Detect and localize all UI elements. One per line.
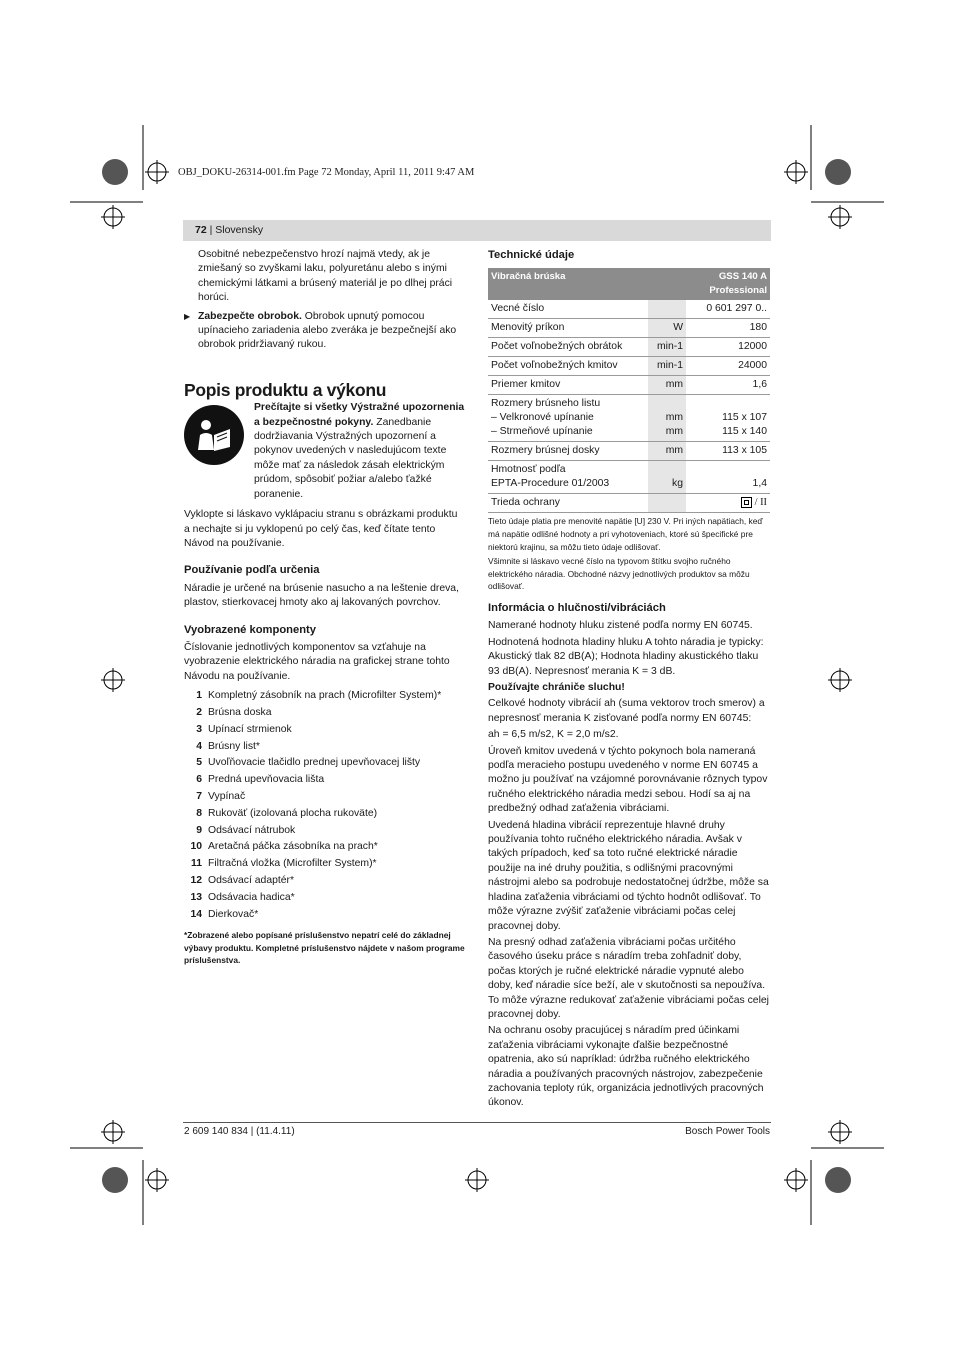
spec-label: Počet voľnobežných obrátok [488, 338, 648, 357]
component-number: 10 [190, 841, 202, 853]
spec-unit: min-1 [648, 338, 686, 357]
spec-row-class [488, 494, 770, 513]
vib-p3: Uvedená hladina vibrácií reprezentuje hlavné druhy používania tohto ručného elektrického náradia. Avšak v takých prípadoch, keď sa toto ručné elektrické náradie použije na iné druhy použitia, s odlišnými pracovnými nástrojmi alebo sa podrobuje nedostatočnej údržbe, môže sa hladina zaťaženia vibráciami od týchto hodnôt odlišovať. To môže výrazne zvýšiť zaťaženie vibráciami počas celej pracovnej doby. [488, 819, 769, 932]
page-number: 72 [195, 224, 207, 236]
component-label: Aretačná páčka zásobníka na prach* [208, 841, 378, 853]
component-number: 9 [196, 824, 202, 836]
vib-p4: Na presný odhad zaťaženia vibráciami počas určitého časového úseku práce s náradím treba zohľadniť doby, počas ktorých je ručné elektrické náradie vypnuté alebo doby, keď náradie síce beží, ale v skutočnosti sa nepoužíva. To môže výrazne redukovať zaťaženie vibráciami počas celej pracovnej doby. [488, 936, 769, 1020]
spec-note-2: Všimnite si láskavo vecné číslo na typovom štítku svojho ručného elektrického náradia. Obchodné názvy jednotlivých produktov sa môžu odlišovať. [488, 556, 750, 592]
spec-dims-value [686, 395, 770, 442]
footer-rule [183, 1122, 771, 1123]
weight-value: 1,4 [752, 478, 767, 490]
file-slug: OBJ_DOKU-26314-001.fm Page 72 Monday, April 11, 2011 9:47 AM [178, 167, 475, 178]
warning-text: Zanedbanie dodržiavania Výstražných upozornení a pokynov uvedených v nasledujúcom texte môže mať za následok zásah elektrickým prúdom, spôsobiť požiar a/alebo ťažké poranenie. [254, 416, 447, 500]
dims-unit-2: mm [665, 426, 683, 438]
component-item [184, 688, 466, 705]
dims-label-3: – Strmeňové upínanie [491, 426, 593, 438]
weight-value-cell [686, 461, 770, 494]
use-heading: Používanie podľa určenia [184, 564, 320, 577]
spec-label: Menovitý príkon [488, 319, 648, 338]
spec-row [488, 319, 770, 338]
component-item [184, 755, 466, 772]
page-header [183, 220, 771, 241]
component-number: 7 [196, 790, 202, 802]
class-label: Trieda ochrany [488, 494, 648, 513]
spec-value: 0 601 297 0.. [686, 300, 770, 319]
spec-row [488, 376, 770, 395]
spec-row [488, 300, 770, 319]
component-number: 5 [196, 757, 202, 769]
spec-product-type: Vibračná brúska [488, 268, 686, 300]
weight-unit: kg [672, 478, 683, 490]
weight-label-1: Hmotnosť podľa [491, 464, 566, 476]
spec-unit: W [648, 319, 686, 338]
component-item [184, 907, 466, 924]
warning-bold: Prečítajte si všetky Výstražné upozornenia a bezpečnostné pokyny. [254, 402, 465, 428]
vib-p1: Celkové hodnoty vibrácií ah (suma vektorov troch smerov) a nepresnosť merania K zisťované podľa normy EN 60745: [488, 698, 765, 724]
spec-model-name: GSS 140 A [718, 271, 767, 283]
component-number: 4 [196, 740, 202, 752]
spec-label: Počet voľnobežných kmitov [488, 357, 648, 376]
component-label: Odsávací nátrubok [208, 824, 296, 836]
dims-label-1: Rozmery brúsneho listu [491, 398, 601, 410]
spec-note-1: Tieto údaje platia pre menovité napätie [U] 230 V. Pri iných napätiach, keď má napätie odlišné hodnoty a pri vyhotoveniach, ktoré sú špecifické pre niektorú krajinu, sa môžu tieto údaje odlišovať. [488, 516, 763, 552]
spec-unit: min-1 [648, 357, 686, 376]
spec-unit: mm [648, 376, 686, 395]
component-label: Brúsny list* [208, 740, 260, 752]
vib-p1b: ah = 6,5 m/s2, K = 2,0 m/s2. [488, 729, 619, 741]
component-label: Uvoľňovacie tlačidlo prednej upevňovacej lišty [208, 757, 421, 769]
spec-dims-label [488, 395, 648, 442]
spec-row-plate [488, 442, 770, 461]
spec-row [488, 357, 770, 376]
footer-left: 2 609 140 834 | (11.4.11) [184, 1126, 295, 1137]
right-column [488, 248, 770, 1113]
spec-row-weight [488, 461, 770, 494]
class-value-cell [686, 494, 770, 513]
spec-label: Vecné číslo [488, 300, 648, 319]
component-item [184, 739, 466, 756]
component-label: Filtračná vložka (Microfilter System)* [208, 858, 377, 870]
component-label: Upínací strmienok [208, 723, 292, 735]
weight-unit-cell [648, 461, 686, 494]
footer-right: Bosch Power Tools [685, 1126, 770, 1137]
vib-p2: Úroveň kmitov uvedená v týchto pokynoch bola nameraná podľa meracieho postupu uvedeného v norme EN 60745 a možno ju používať na vzájomné porovnávanie rôznych typov ručného elektrického náradia medzi sebou. Hodí sa aj na predbežný odhad zaťaženia vibráciami. [488, 745, 768, 815]
component-item [184, 873, 466, 890]
dims-value-1: 115 x 107 [722, 412, 767, 424]
noise-warning: Používajte chrániče sluchu! [488, 682, 625, 693]
component-item [184, 705, 466, 722]
class-value: / II [754, 497, 767, 509]
bullet-text: Obrobok upnutý pomocou upínacieho zariadenia alebo zveráka je bezpečnejší ako obrobok pridržiavaný rukou. [198, 310, 457, 351]
spec-unit [648, 300, 686, 319]
component-item [184, 823, 466, 840]
component-label: Predná upevňovacia lišta [208, 774, 325, 786]
component-number: 13 [190, 891, 202, 903]
warning-block [184, 401, 466, 502]
left-column [184, 248, 466, 967]
component-number: 11 [191, 858, 202, 870]
spec-header-row [488, 268, 770, 300]
component-item [184, 722, 466, 739]
footnote: *Zobrazené alebo popísané príslušenstvo nepatrí celé do základnej výbavy produktu. Kompletné príslušenstvo nájdete v našom programe príslušenstva. [184, 930, 465, 966]
component-item [184, 839, 466, 856]
spec-model [686, 268, 770, 300]
component-label: Odsávací adaptér* [208, 874, 295, 886]
dims-unit-1: mm [665, 412, 683, 424]
read-manual-icon [184, 405, 244, 465]
plate-unit: mm [648, 442, 686, 461]
weight-label [488, 461, 648, 494]
spec-value: 1,6 [686, 376, 770, 395]
component-number: 1 [196, 690, 202, 702]
spec-model-line: Professional [709, 285, 767, 297]
intro-text: Osobitné nebezpečenstvo hrozí najmä vtedy, ak je zmiešaný so zvyškami laku, polyuretánu alebo s inými chemickými látkami a brúsený materiál je po dlhej práci horúci. [198, 249, 453, 304]
bullet-bold: Zabezpečte obrobok. [198, 310, 302, 322]
dims-label-2: – Velkronové upínanie [491, 412, 594, 424]
noise-heading: Informácia o hlučnosti/vibráciách [488, 601, 666, 614]
tech-heading: Technické údaje [488, 249, 575, 261]
component-number: 6 [196, 774, 202, 786]
section-name: | Slovensky [209, 224, 264, 236]
spec-value: 24000 [686, 357, 770, 376]
noise-p1: Namerané hodnoty hluku zistené podľa normy EN 60745. [488, 620, 753, 632]
use-text: Náradie je určené na brúsenie nasucho a na leštenie dreva, plastov, stierkovacej hmoty ako aj lakovaných povrchov. [184, 582, 459, 609]
component-label: Rukoväť (izolovaná plocha rukoväte) [208, 807, 378, 819]
component-number: 14 [190, 908, 202, 920]
component-item [184, 856, 466, 873]
component-number: 8 [196, 807, 202, 819]
spec-row [488, 338, 770, 357]
section-title: Popis produktu a výkonu [184, 379, 387, 400]
spec-dims-unit [648, 395, 686, 442]
component-label: Vypínač [208, 790, 246, 802]
components-intro: Číslovanie jednotlivých komponentov sa vzťahuje na vyobrazenie elektrického náradia na grafickej strane tohto Návodu na používanie. [184, 641, 450, 682]
spec-value: 180 [686, 319, 770, 338]
plate-label: Rozmery brúsnej dosky [488, 442, 648, 461]
component-label: Brúsna doska [208, 706, 272, 718]
dims-value-2: 115 x 140 [722, 426, 767, 438]
vib-p5: Na ochranu osoby pracujúcej s náradím pred účinkami zaťaženia vibráciami vykonajte ďalšie bezpečnostné opatrenia, ako sú napríklad: údržba ručného elektrického náradia a používaných pracovných nástrojov, zabezpečenie zachovania teploty rúk, organizácia jednotlivých pracovných úkonov. [488, 1025, 764, 1109]
component-item [184, 789, 466, 806]
component-label: Odsávacia hadica* [208, 891, 295, 903]
double-insulation-icon [741, 497, 752, 508]
component-number: 12 [190, 874, 202, 886]
spec-label: Priemer kmitov [488, 376, 648, 395]
component-item [184, 772, 466, 789]
component-item [184, 806, 466, 823]
component-label: Dierkovač* [208, 908, 259, 920]
component-label: Kompletný zásobník na prach (Microfilter System)* [208, 690, 442, 702]
weight-label-2: EPTA-Procedure 01/2003 [491, 478, 610, 490]
spec-table [488, 268, 770, 513]
spec-row-dims [488, 395, 770, 442]
component-number: 3 [196, 723, 202, 735]
component-item [184, 890, 466, 907]
plate-value: 113 x 105 [686, 442, 770, 461]
noise-p2: Hodnotená hodnota hladiny hluku A tohto náradia je typicky: Akustický tlak 82 dB(A); Hodnota hladiny akustického tlaku 93 dB(A). Nepresnosť merania K = 3 dB. [488, 636, 764, 677]
components-list [184, 688, 466, 923]
safety-bullet [184, 310, 466, 353]
spec-value: 12000 [686, 338, 770, 357]
fold-text: Vyklopte si láskavo vyklápaciu stranu s obrázkami produktu a nechajte si ju vyklopenú po celý čas, keď čítate tento Návod na používanie. [184, 509, 458, 549]
component-number: 2 [196, 706, 202, 718]
components-heading: Vyobrazené komponenty [184, 623, 316, 636]
